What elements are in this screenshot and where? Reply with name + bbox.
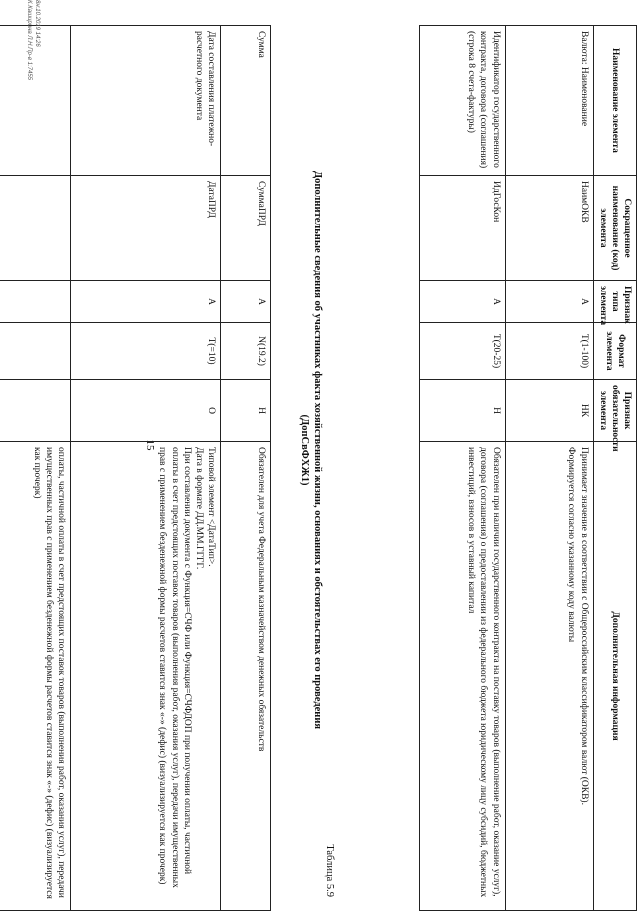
table-continued: [0, 25, 271, 911]
cell-type: [0, 281, 71, 323]
cell-code: ДатаПРД: [71, 176, 221, 281]
cell-required: Н: [419, 380, 505, 442]
cell-required: Н: [221, 380, 271, 442]
info-line: Формируется согласно указанному коду валюты: [566, 447, 577, 643]
info-line: При составлении документа с Функция=СЧФ или Функция=СЧФДОП при получении оплаты, частичной оплаты в счет предстоящих поставок товаров (выполнения работ, оказания услуг), передачи имущественных прав с применением безденежной формы расчетов ставится знак «-» (дефис) (визуализируется как прочерк): [157, 447, 192, 888]
cell-name: Идентификатор государственного контракта, договора (соглашения) (строка 8 счета-фактуры): [419, 26, 505, 176]
stamp-line: К.Каширина Л.Н.Пр-в 1:7455: [26, 0, 33, 80]
table-caption-code: (ДопСвФХЖ1): [299, 414, 310, 486]
cell-format: Т(20-25): [419, 323, 505, 380]
info-line: Дата в формате ДД.ММ.ГГГГ.: [193, 447, 204, 570]
table-row: [0, 26, 71, 911]
table-row: [221, 26, 271, 911]
cell-name: Сумма: [221, 26, 271, 176]
cell-format: Т(=10): [71, 323, 221, 380]
cell-required: [0, 380, 71, 442]
cell-info: [71, 442, 221, 911]
table-row: [505, 26, 593, 911]
cell-info: [505, 442, 593, 911]
header-type: Признак типа элемента: [593, 281, 636, 323]
cell-info: оплаты, частичной оплаты в счет предстоящих поставок товаров (выполнения работ, оказания услуг), передачи имущественных прав с применением безденежной формы расчетов ставится знак «-» (дефис) (визуализируется как прочерк): [0, 442, 71, 911]
header-required: Признак обязательности элемента: [593, 380, 636, 442]
header-format: Формат элемента: [593, 323, 636, 380]
cell-type: А: [221, 281, 271, 323]
stamp-line: 8н:10.2019 14:26: [34, 0, 40, 47]
cell-code: ИдГосКон: [419, 176, 505, 281]
cell-required: О: [71, 380, 221, 442]
header-info: Дополнительная информация: [593, 442, 636, 911]
cell-code: СуммаПРД: [221, 176, 271, 281]
cell-format: N(19.2): [221, 323, 271, 380]
info-line: Типовой элемент <ДатаТип>.: [206, 447, 216, 567]
table-row: [419, 26, 505, 911]
table-5-9: [419, 25, 637, 911]
table-row: [71, 26, 221, 911]
page-number: 15: [144, 439, 156, 451]
cell-name: Валюта: Наименование: [505, 26, 593, 176]
header-name: Наименование элемента: [593, 26, 636, 176]
print-stamp: [24, 0, 40, 80]
cell-type: А: [71, 281, 221, 323]
cell-name: Дата составления платежно-расчетного документа: [71, 26, 221, 176]
cell-code: НаимОКВ: [505, 176, 593, 281]
table-label: Таблица 5.9: [324, 844, 335, 897]
cell-format: Т(1-100): [505, 323, 593, 380]
cell-code: [0, 176, 71, 281]
table-header-row: [593, 26, 636, 911]
cell-type: А: [419, 281, 505, 323]
cell-info: Обязателен для учета Федеральным казначейством денежных обязательств: [221, 442, 271, 911]
cell-format: [0, 323, 71, 380]
cell-type: А: [505, 281, 593, 323]
table-caption: Дополнительные сведения об участниках факта хозяйственной жизни, основаниях и обстоятельствах его проведения: [312, 170, 323, 730]
cell-required: НК: [505, 380, 593, 442]
header-code: Сокращенное наименование (код) элемента: [593, 176, 636, 281]
cell-info: Обязателен при наличии государственного контракта на поставку товаров (выполнение работ, оказание услуг), договора (соглашения) о предоставлении из федерального бюджета юридическому лицу субсидий, бюджетных инвестиций, взносов в уставный капитал: [419, 442, 505, 911]
info-line: Принимает значение в соответствии с Общероссийским классификатором валют (ОКВ).: [578, 447, 589, 805]
